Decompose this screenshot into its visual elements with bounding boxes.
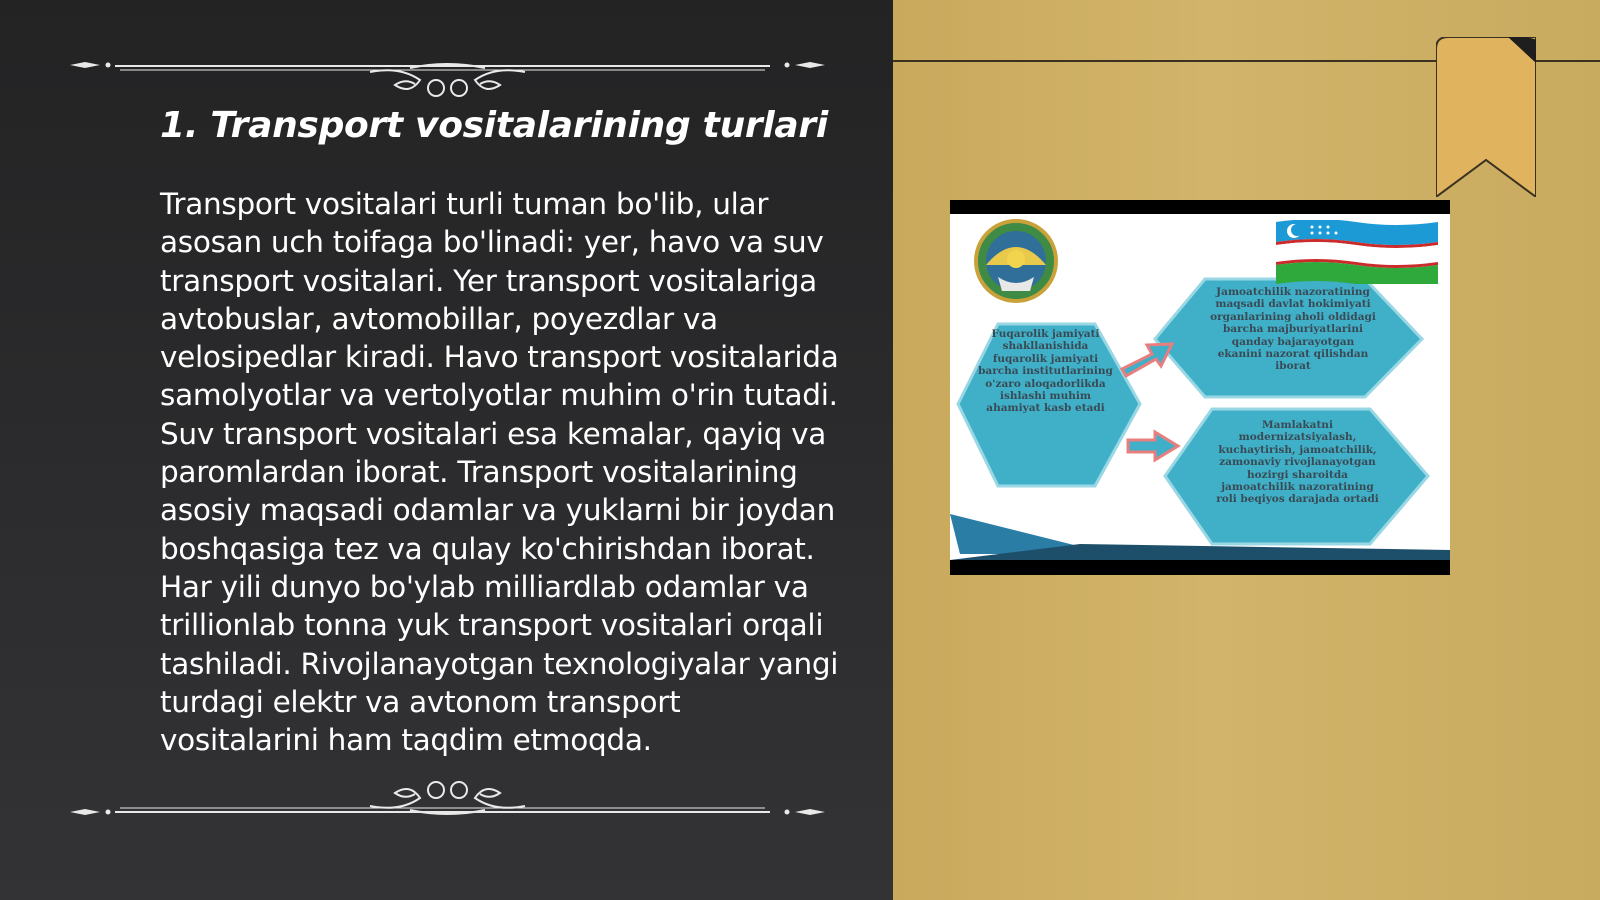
slide-body-text: Transport vositalari turli tuman bo'lib, ular asosan uch toifaga bo'linadi: yer, havo va suv transport vositalari. Yer transport vositalariga avtobuslar, avtomobillar, poyezdlar va velosipedlar kiradi. Havo transport vositalarida samolyotlar va vertolyotlar muhim o'rin tutadi. Suv transport vositalari esa kemalar, qayiq va paromlardan iborat. Transport vositalarining asosiy maqsadi odamlar va yuklarni bir joydan boshqasiga tez va qulay ko'chirishdan iborat. Har yili dunyo bo'ylab milliardlab odamlar va trillionlab tonna yuk transport vositalari orqali tashiladi. Rivojlanayotgan texnologiyalar yangi turdagi elektr va avtonom transport vositalarini ham taqdim etmoqda. xyxy=(160,187,839,758)
bookmark-ribbon-icon xyxy=(1436,37,1536,197)
left-hexagon-text: Fuqarolik jamiyati shakllanishida fuqarolik jamiyati barcha institutlarining o'zaro aloqadorlikda ishlashi muhim ahamiyat kasb etadi xyxy=(978,328,1113,415)
uzbekistan-emblem-icon xyxy=(964,219,1068,303)
bottom-right-hexagon-text: Mamlakatni modernizatsiyalash, kuchaytirish, jamoatchilik, zamonaviy rivojlanayotgan hozirgi sharoitda jamoatchilik nazoratining roli beqiyos darajada ortadi xyxy=(1216,419,1379,506)
uzbekistan-flag-icon xyxy=(1276,220,1438,284)
top-right-hexagon-text: Jamoatchilik nazoratining maqsadi davlat hokimiyati organlarining aholi oldidagi barcha majburiyatlarini qanday bajarayotgan ekanini nazorat qilishdan iborat xyxy=(1210,286,1376,373)
embedded-slide-image xyxy=(950,200,1450,575)
ornament-divider-top xyxy=(70,40,825,100)
embedded-slide-content xyxy=(950,214,1450,560)
ornament-divider-bottom xyxy=(70,780,825,840)
slide-title: 1. Transport vositalarining turlari xyxy=(160,105,828,146)
